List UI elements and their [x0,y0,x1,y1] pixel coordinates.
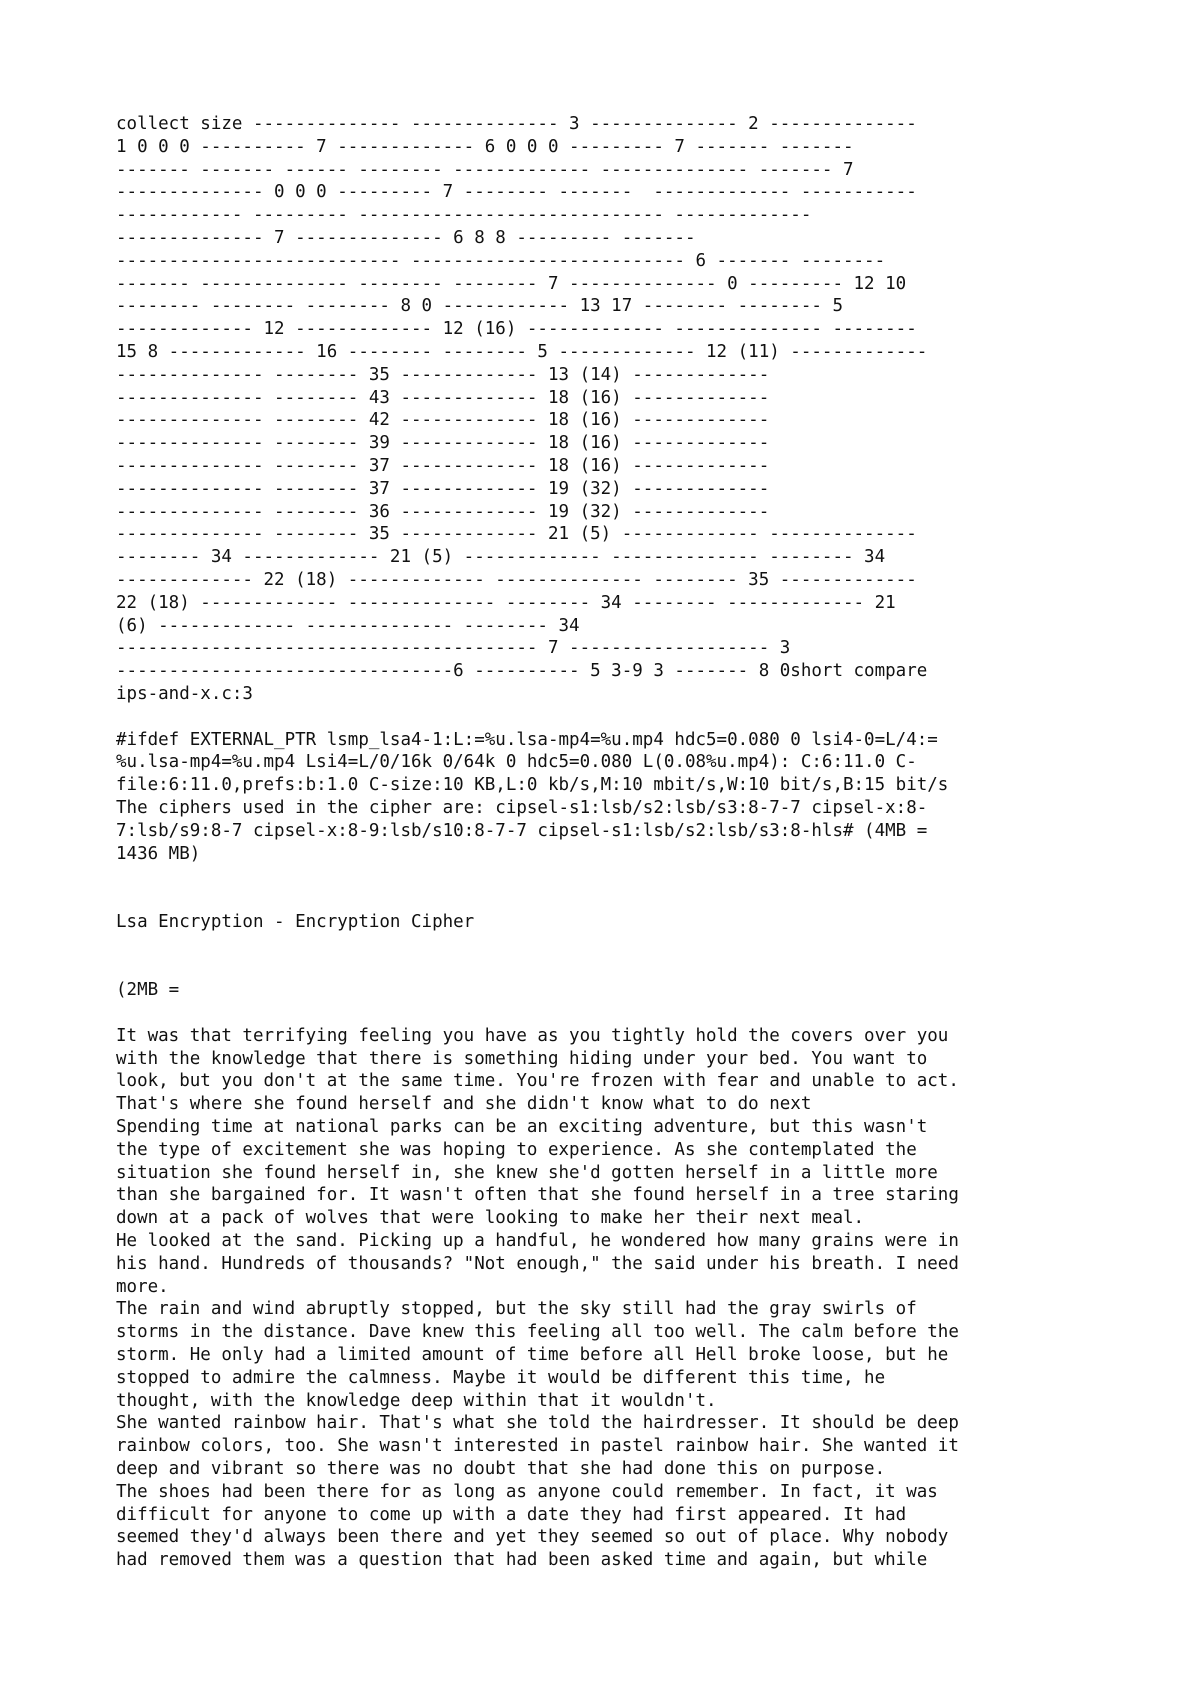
text-line: 15 8 ------------- 16 -------- -------- 5 ------------- 12 (11) ------------- [116,341,928,362]
text-line: -------------- -------- 37 ------------- 19 (32) ------------- [116,478,770,499]
text-line: -------------- -------- 36 ------------- 19 (32) ------------- [116,501,770,522]
text-line: ------------- 12 ------------- 12 (16) ------------- -------------- -------- [116,319,917,340]
text-line: rainbow colors, too. She wasn't interested in pastel rainbow hair. She wanted it [116,1436,959,1457]
text-line: Spending time at national parks can be an exciting adventure, but this wasn't [116,1117,928,1138]
text-line: He looked at the sand. Picking up a handful, he wondered how many grains were in [116,1231,959,1252]
text-line: difficult for anyone to come up with a date they had first appeared. It had [116,1504,907,1525]
text-line: ------- ------- ------ -------- ------------- -------------- ------- 7 [116,159,854,180]
text-line: -------------- -------- 42 ------------- 18 (16) ------------- [116,410,770,431]
text-line: seemed they'd always been there and yet they seemed so out of place. Why nobody [116,1527,949,1548]
text-line: 22 (18) ------------- -------------- -------- 34 -------- ------------- 21 [116,592,896,613]
section-heading: Lsa Encryption - Encryption Cipher [116,911,475,932]
data-dump-block [116,113,1116,706]
text-line: file:6:11.0,prefs:b:1.0 C-size:10 KB,L:0 kb/s,M:10 mbit/s,W:10 bit/s,B:15 bit/s [116,775,949,796]
text-line: storm. He only had a limited amount of time before all Hell broke loose, but he [116,1345,949,1366]
text-line: That's where she found herself and she didn't know what to do next [116,1094,812,1115]
text-line: -------- -------- -------- 8 0 ------------ 13 17 -------- -------- 5 [116,296,843,317]
text-line: %u.lsa-mp4=%u.mp4 Lsi4=L/0/16k 0/64k 0 hdc5=0.080 L(0.08%u.mp4): C:6:11.0 C- [116,752,917,773]
blank-line [116,934,1116,957]
text-line: -------------- 7 -------------- 6 8 8 --------- ------- [116,227,696,248]
blank-line [116,956,1116,979]
text-line: collect size -------------- -------------- 3 -------------- 2 -------------- [116,114,917,134]
text-line: (6) ------------- -------------- -------- 34 [116,615,580,636]
text-line: 1 0 0 0 ---------- 7 ------------- 6 0 0 0 --------- 7 ------- ------- [116,136,854,157]
text-line: 1436 MB) [116,843,201,864]
text-line: -------------- -------- 43 ------------- 18 (16) ------------- [116,387,770,408]
text-line: ------------ --------- ----------------------------- ------------- [116,205,812,226]
text-line: --------------------------------6 ---------- 5 3-9 3 ------- 8 0short compare [116,661,928,682]
text-line: #ifdef EXTERNAL_PTR lsmp_lsa4-1:L:=%u.lsa-mp4=%u.mp4 hdc5=0.080 0 lsi4-0=L/4:= [116,729,938,750]
text-line: ------------- 22 (18) ------------- -------------- -------- 35 ------------- [116,569,917,590]
text-line: situation she found herself in, she knew she'd gotten herself in a little more [116,1162,938,1183]
text-line: ---------------------------------------- 7 ------------------- 3 [116,638,791,659]
blank-line [116,706,1116,729]
text-line: -------------- -------- 35 ------------- 13 (14) ------------- [116,364,770,385]
text-line: down at a pack of wolves that were looking to make her their next meal. [116,1208,865,1229]
text-line: look, but you don't at the same time. You're frozen with fear and unable to act. [116,1071,959,1092]
story-text-block [116,1025,1116,1572]
text-line: his hand. Hundreds of thousands? "Not enough," the said under his breath. I need [116,1253,959,1274]
text-line: She wanted rainbow hair. That's what she told the hairdresser. It should be deep [116,1413,959,1434]
text-line: -------------- -------- 37 ------------- 18 (16) ------------- [116,455,770,476]
size-note: (2MB = [116,980,180,1001]
text-line: with the knowledge that there is something hiding under your bed. You want to [116,1048,928,1069]
blank-line [116,888,1116,911]
blank-line [116,865,1116,888]
text-line: storms in the distance. Dave knew this feeling all too well. The calm before the [116,1322,959,1343]
text-line: -------------- -------- 35 ------------- 21 (5) ------------- -------------- [116,524,917,545]
document-page [116,113,1116,1572]
text-line: -------------- -------- 39 ------------- 18 (16) ------------- [116,433,770,454]
cipher-config-block [116,729,1116,866]
text-line: more. [116,1276,169,1297]
text-line: stopped to admire the calmness. Maybe it would be different this time, he [116,1367,886,1388]
text-line: The shoes had been there for as long as anyone could remember. In fact, it was [116,1481,938,1502]
text-line: ------- -------------- -------- -------- 7 -------------- 0 --------- 12 10 [116,273,907,294]
text-line: The rain and wind abruptly stopped, but the sky still had the gray swirls of [116,1299,917,1320]
text-line: thought, with the knowledge deep within that it wouldn't. [116,1390,717,1411]
text-line: The ciphers used in the cipher are: cipsel-s1:lsb/s2:lsb/s3:8-7-7 cipsel-x:8- [116,797,928,818]
text-line: had removed them was a question that had been asked time and again, but while [116,1550,928,1571]
text-line: the type of excitement she was hoping to experience. As she contemplated the [116,1139,917,1160]
text-line: deep and vibrant so there was no doubt that she had done this on purpose. [116,1459,886,1480]
blank-line [116,1002,1116,1025]
text-line: -------- 34 ------------- 21 (5) ------------- -------------- -------- 34 [116,547,886,568]
text-line: than she bargained for. It wasn't often that she found herself in a tree staring [116,1185,959,1206]
text-line: -------------- 0 0 0 --------- 7 -------- ------- ------------- ----------- [116,182,917,203]
text-line: It was that terrifying feeling you have as you tightly hold the covers over you [116,1025,949,1046]
text-line: 7:lsb/s9:8-7 cipsel-x:8-9:lsb/s10:8-7-7 cipsel-s1:lsb/s2:lsb/s3:8-hls# (4MB = [116,820,928,841]
text-line: --------------------------- -------------------------- 6 ------- -------- [116,250,886,271]
text-line: ips-and-x.c:3 [116,683,253,704]
